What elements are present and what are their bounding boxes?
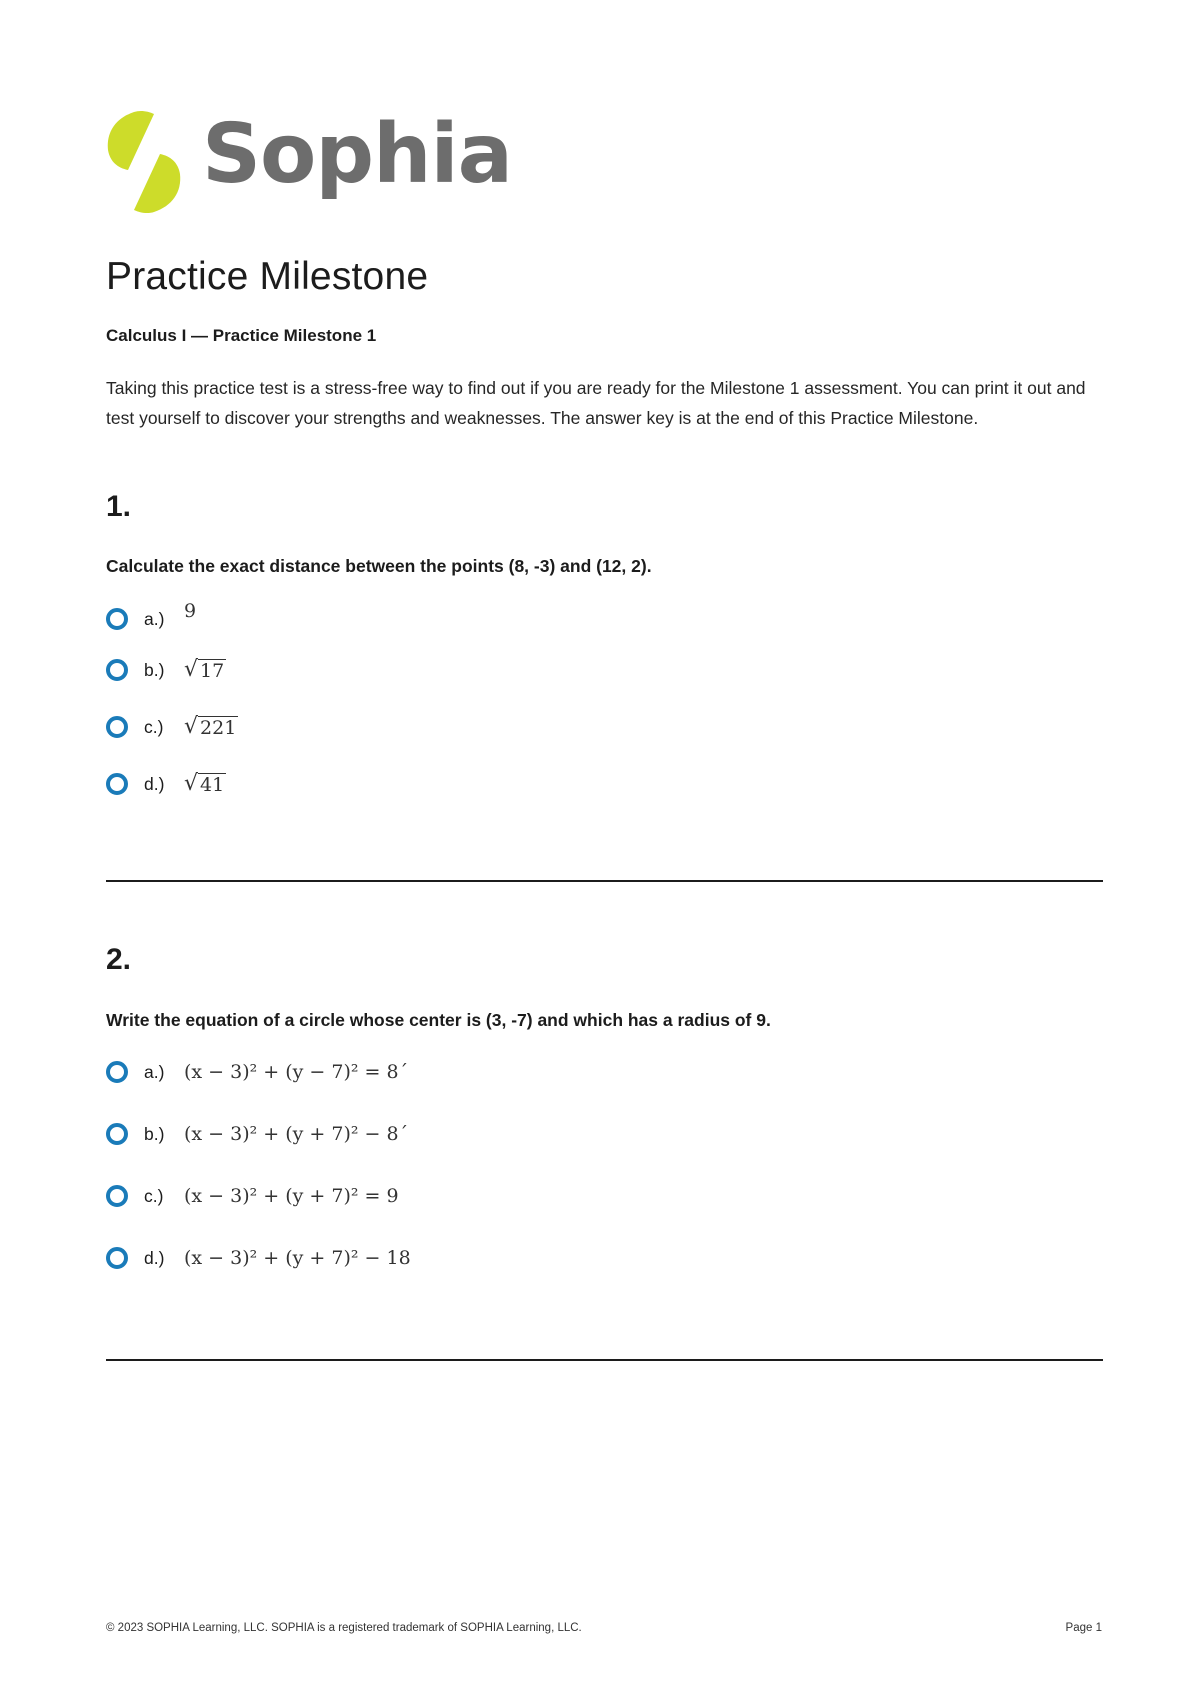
- question-number: 1.: [106, 490, 132, 523]
- sqrt-expression: [184, 713, 238, 739]
- option-label: a.): [144, 608, 165, 629]
- footer-copyright: © 2023 SOPHIA Learning, LLC. SOPHIA is a registered trademark of SOPHIA Learning, LLC.: [106, 1622, 582, 1634]
- course-subtitle: Calculus I — Practice Milestone 1: [106, 326, 377, 345]
- option-label: c.): [144, 716, 164, 737]
- answer-option-1b[interactable]: [106, 655, 226, 685]
- radio-button[interactable]: [106, 716, 128, 738]
- option-value: 17: [200, 659, 225, 682]
- sqrt-expression: [184, 770, 226, 796]
- option-value: (x − 3)² + (y + 7)² = 9: [184, 1185, 399, 1207]
- radio-button[interactable]: [106, 659, 128, 681]
- footer-page-number: Page 1: [1065, 1622, 1102, 1634]
- sophia-leaf-icon: [104, 110, 184, 214]
- option-label: b.): [144, 659, 165, 680]
- section-divider: [106, 1359, 1103, 1361]
- radio-button[interactable]: [106, 1123, 128, 1145]
- option-value: (x − 3)² + (y + 7)² − 18: [184, 1247, 411, 1269]
- answer-option-1d[interactable]: [106, 769, 226, 799]
- option-label: b.): [144, 1123, 165, 1144]
- answer-option-2c[interactable]: [106, 1181, 399, 1211]
- intro-paragraph: Taking this practice test is a stress-free way to find out if you are ready for the Milestone 1 assessment. You can print it out and test yourself to discover your strengths and weaknesses. The answer key is at the end of this Practice Milestone.: [106, 378, 1086, 428]
- question-text: Write the equation of a circle whose center is (3, -7) and which has a radius of 9.: [106, 1010, 771, 1030]
- option-label: c.): [144, 1185, 164, 1206]
- question-text: Calculate the exact distance between the points (8, -3) and (12, 2).: [106, 556, 652, 576]
- sqrt-icon: √: [184, 713, 199, 739]
- option-value: (x − 3)² + (y − 7)² = 8´: [184, 1061, 409, 1083]
- radio-button[interactable]: [106, 608, 128, 630]
- section-divider: [106, 880, 1103, 882]
- sqrt-expression: [184, 656, 226, 682]
- sqrt-icon: √: [184, 770, 199, 796]
- radio-button[interactable]: [106, 1061, 128, 1083]
- answer-option-2b[interactable]: [106, 1119, 408, 1149]
- option-label: a.): [144, 1061, 165, 1082]
- sophia-logo: [104, 107, 524, 220]
- radio-button[interactable]: [106, 1247, 128, 1269]
- radio-button[interactable]: [106, 1185, 128, 1207]
- radio-button[interactable]: [106, 773, 128, 795]
- answer-option-1c[interactable]: [106, 712, 238, 742]
- option-value: 221: [200, 716, 237, 739]
- option-value: 9: [184, 600, 197, 622]
- answer-option-2d[interactable]: [106, 1243, 411, 1273]
- answer-option-1a[interactable]: [106, 600, 197, 634]
- page-title: Practice Milestone: [106, 255, 429, 298]
- option-label: d.): [144, 773, 165, 794]
- question-number: 2.: [106, 943, 132, 976]
- answer-option-2a[interactable]: [106, 1057, 408, 1087]
- sophia-wordmark: Sophia: [202, 107, 512, 202]
- option-value: 41: [200, 773, 225, 796]
- option-value: (x − 3)² + (y + 7)² − 8´: [184, 1123, 409, 1145]
- sqrt-icon: √: [184, 656, 199, 682]
- option-label: d.): [144, 1247, 165, 1268]
